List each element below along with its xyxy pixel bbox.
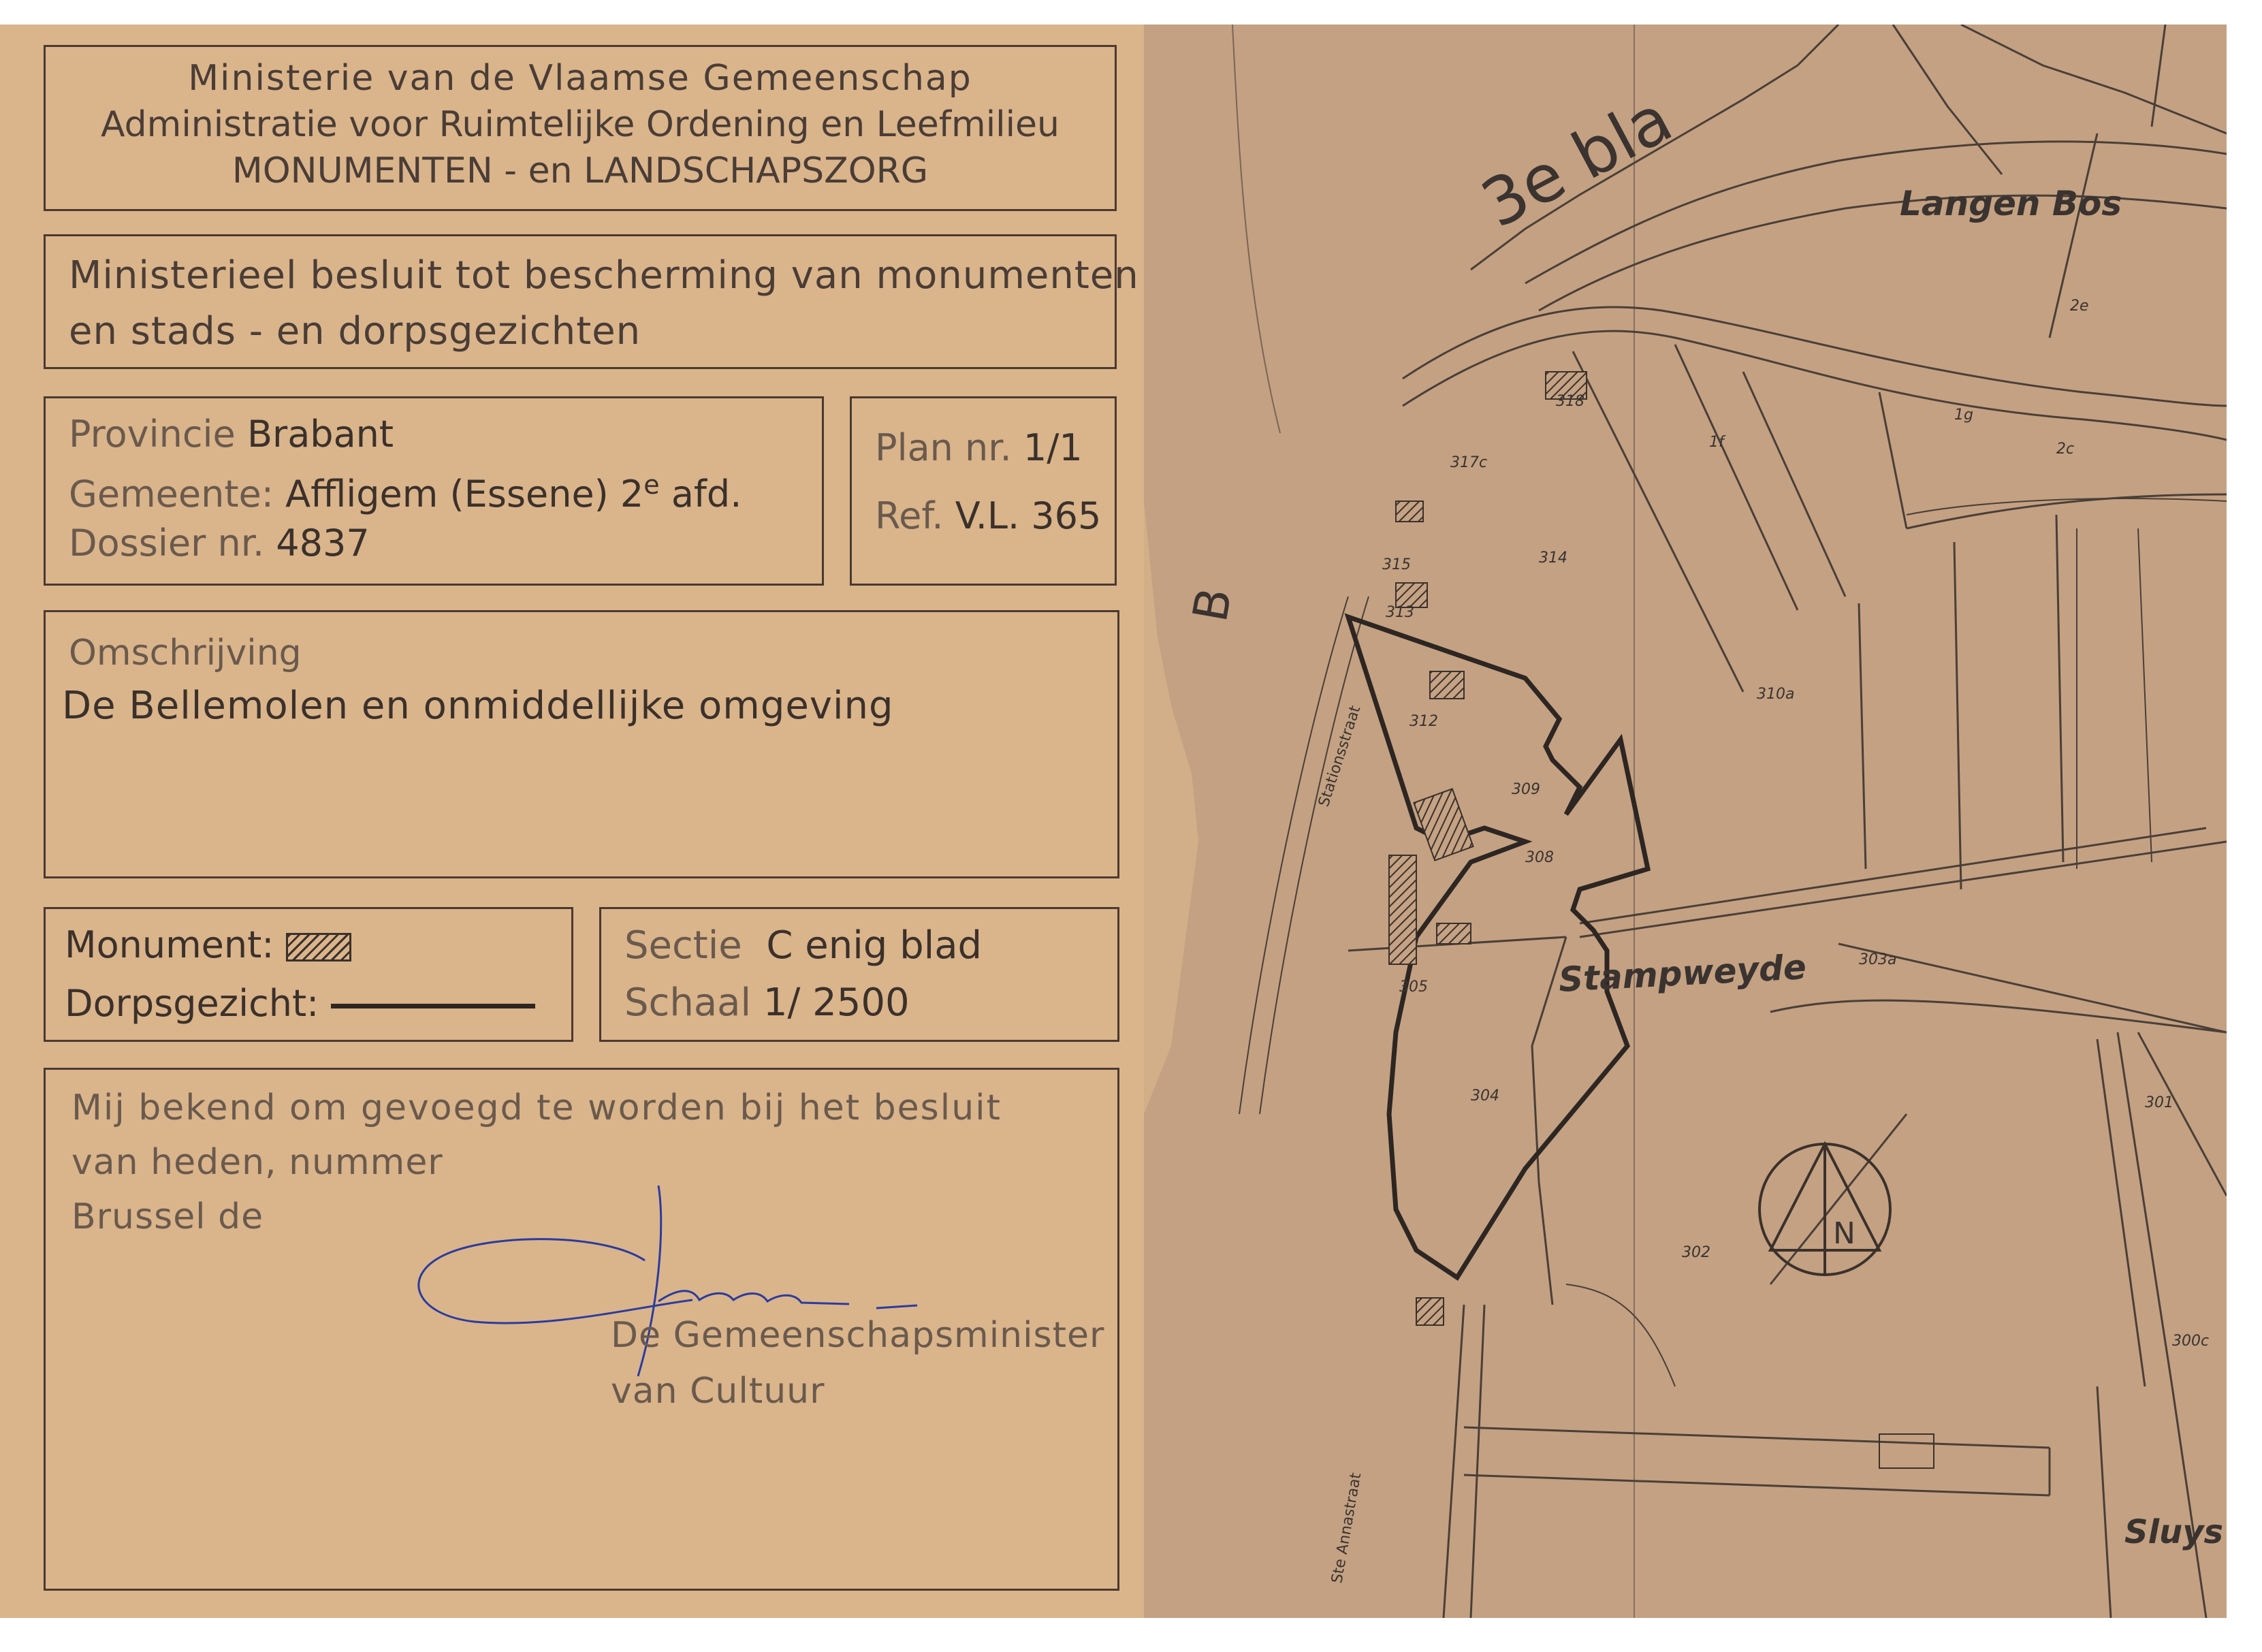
- description-label: Omschrijving: [69, 633, 302, 673]
- stampweyde-label: Stampweyde: [1557, 947, 1808, 1000]
- parcel-300c: 300c: [2172, 1333, 2210, 1350]
- parcel-312: 312: [1409, 713, 1438, 730]
- plan-label: Plan nr.: [875, 426, 1012, 469]
- dossier-row: [69, 522, 370, 565]
- handwritten-signature: [372, 1172, 985, 1390]
- parcel-314: 314: [1539, 550, 1567, 567]
- parcel-318: 318: [1556, 393, 1584, 410]
- legend-key-box: [44, 907, 573, 1042]
- province-label: Provincie: [69, 413, 236, 456]
- parcel-308: 308: [1525, 849, 1554, 866]
- signatory-title-1: De Gemeenschapsminister: [611, 1315, 1105, 1356]
- dossier-label: Dossier nr.: [69, 522, 265, 565]
- parcel-310a: 310a: [1757, 686, 1795, 703]
- parcel-1g: 1g: [1954, 407, 1973, 424]
- legend-panel: [0, 25, 1151, 1618]
- ministry-header-box: [44, 45, 1117, 211]
- monument-label: Monument:: [65, 923, 274, 966]
- parcel-1f: 1f: [1709, 434, 1724, 451]
- sheet-ref-label: 3e bla: [1469, 80, 1685, 243]
- department-name: MONUMENTEN - en LANDSCHAPSZORG: [232, 150, 929, 191]
- ref-value: V.L. 365: [955, 494, 1102, 537]
- parcel-305: 305: [1399, 979, 1428, 996]
- dossier-value: 4837: [276, 522, 370, 565]
- municipality-value: Affligem (Essene) 2: [285, 473, 644, 515]
- section-letter-label: B: [1181, 584, 1243, 626]
- parcel-301: 301: [2145, 1094, 2173, 1111]
- decree-box: [44, 234, 1139, 369]
- parcel-2c: 2c: [2056, 441, 2075, 458]
- approval-line-1: Mij bekend om gevoegd te worden bij het besluit: [71, 1087, 1002, 1128]
- section-label: Sectie: [624, 923, 742, 968]
- section-box: [599, 907, 1119, 1042]
- langen-bos-label: Langen Bos: [1900, 184, 2122, 223]
- parcel-313: 313: [1386, 604, 1414, 621]
- signature-box: [44, 1068, 1119, 1591]
- plan-value: 1/1: [1023, 426, 1083, 469]
- decree-line-2: en stads - en dorpsgezichten: [69, 309, 641, 353]
- plan-box: [850, 396, 1117, 586]
- sluys-label: Sluys: [2124, 1513, 2224, 1551]
- parcel-302: 302: [1682, 1244, 1710, 1261]
- street-label-1: Stationsstraat: [1315, 703, 1365, 809]
- cadastral-map: [1144, 25, 2227, 1618]
- municipality-label: Gemeente: [69, 473, 261, 515]
- approval-line-2: van heden, nummer: [71, 1142, 443, 1183]
- village-line-swatch: [331, 1004, 535, 1008]
- ministry-name: Ministerie van de Vlaamse Gemeenschap: [188, 58, 972, 99]
- administration-name: Administratie voor Ruimtelijke Ordening en Leefmilieu: [101, 104, 1060, 145]
- ref-label: Ref.: [875, 494, 944, 537]
- monument-hatch-swatch: [286, 933, 351, 962]
- parcel-317c: 317c: [1450, 454, 1488, 471]
- plan-row: [875, 426, 1083, 469]
- monument-row: [65, 923, 351, 966]
- signatory-title-2: van Cultuur: [611, 1371, 825, 1412]
- street-label-2: Ste Annastraat: [1328, 1471, 1365, 1585]
- parcel-315: 315: [1382, 556, 1411, 573]
- ref-row: [875, 494, 1102, 537]
- parcel-309: 309: [1512, 781, 1540, 798]
- scale-label: Schaal: [624, 981, 752, 1025]
- location-box: [44, 396, 824, 586]
- section-value: C enig blad: [766, 923, 983, 968]
- parcel-2e: 2e: [2070, 298, 2089, 315]
- municipality-row: Gemeente: Affligem (Essene) 2e afd.: [69, 470, 742, 515]
- village-row: [65, 982, 535, 1025]
- province-row: [69, 413, 394, 456]
- parcel-304: 304: [1471, 1087, 1499, 1105]
- municipality-suffix: afd.: [671, 473, 742, 515]
- approval-line-3: Brussel de: [71, 1196, 264, 1237]
- parcel-303a: 303a: [1859, 951, 1897, 968]
- description-box: [44, 610, 1119, 878]
- section-row: [624, 923, 983, 968]
- scale-row: [624, 981, 910, 1025]
- document-sheet: [0, 25, 2227, 1618]
- north-label: N: [1833, 1216, 1855, 1251]
- municipality-sup: e: [643, 470, 660, 500]
- description-value: De Bellemolen en onmiddellijke omgeving: [62, 684, 894, 728]
- village-label: Dorpsgezicht:: [65, 982, 319, 1025]
- decree-line-1: Ministerieel besluit tot bescherming van monumenten: [69, 253, 1139, 298]
- scale-value: 1/ 2500: [763, 981, 910, 1025]
- province-value: Brabant: [246, 413, 394, 456]
